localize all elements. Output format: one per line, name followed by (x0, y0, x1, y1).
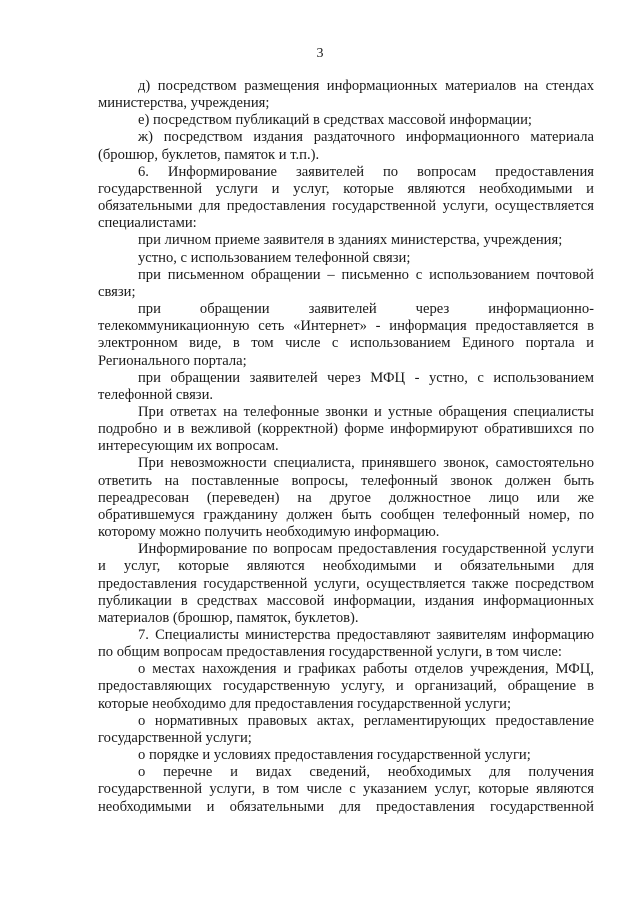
paragraph-phone-answers: При ответах на телефонные звонки и устные обращения специалисты подробно и в вежливой (корректной) форме информируют обратившихся по интересующим их вопросам. (98, 403, 594, 455)
paragraph-personal-reception: при личном приеме заявителя в зданиях министерства, учреждения; (138, 232, 563, 249)
paragraph-redirect: При невозможности специалиста, принявшего звонок, самостоятельно ответить на поставленные вопросы, телефонный звонок должен быть переадресован (переведен) на другое должностное лицо или же обратившемуся гражданину должен быть сообщен телефонный номер, по которому можно получить необходимую информацию. (98, 455, 594, 541)
paragraph-internet: при обращении заявителей через информационно-телекоммуникационную сеть «Интернет» - информация предоставляется в электронном виде, в том числе с использованием Единого портала и Регионального портала; (98, 301, 594, 369)
paragraph-zh: ж) посредством издания раздаточного информационного материала (брошюр, буклетов, памяток и т.п.). (98, 129, 594, 163)
document-body (98, 78, 594, 816)
paragraph-d: д) посредством размещения информационных материалов на стендах министерства, учреждения; (98, 78, 594, 112)
paragraph-6: 6. Информирование заявителей по вопросам предоставления государственной услуги и услуг, которые являются необходимыми и обязательными для предоставления государственной услуги, осуществляется специалистами: (98, 163, 594, 232)
paragraph-7: 7. Специалисты министерства предоставляют заявителям информацию по общим вопросам предоставления государственной услуги, в том числе: (98, 627, 594, 661)
page-number: 3 (316, 46, 324, 61)
paragraph-locations: о местах нахождения и графиках работы отделов учреждения, МФЦ, предоставляющих государственную услугу, и организаций, обращение в которые необходимо для предоставления государственной услуги; (98, 661, 594, 712)
paragraph-legal-acts: о нормативных правовых актах, регламентирующих предоставление государственной услуги; (98, 712, 594, 746)
paragraph-information-list: о перечне и видах сведений, необходимых для получения государственной услуги, в том числе с указанием услуг, которые являются необходимыми и обязательными для предоставления государственной (98, 764, 594, 815)
paragraph-media-info: Информирование по вопросам предоставления государственной услуги и услуг, которые являются необходимыми и обязательными для предоставления государственной услуги, осуществляется также посредством публикации в средствах массовой информации, издания информационных материалов (брошюр, памяток, буклетов). (98, 541, 594, 626)
paragraph-phone: устно, с использованием телефонной связи; (138, 249, 411, 266)
paragraph-written: при письменном обращении – письменно с использованием почтовой связи; (98, 266, 594, 300)
paragraph-mfc: при обращении заявителей через МФЦ - устно, с использованием телефонной связи. (98, 369, 594, 403)
paragraph-procedure: о порядке и условиях предоставления государственной услуги; (138, 747, 531, 764)
paragraph-e: е) посредством публикаций в средствах массовой информации; (138, 112, 532, 129)
